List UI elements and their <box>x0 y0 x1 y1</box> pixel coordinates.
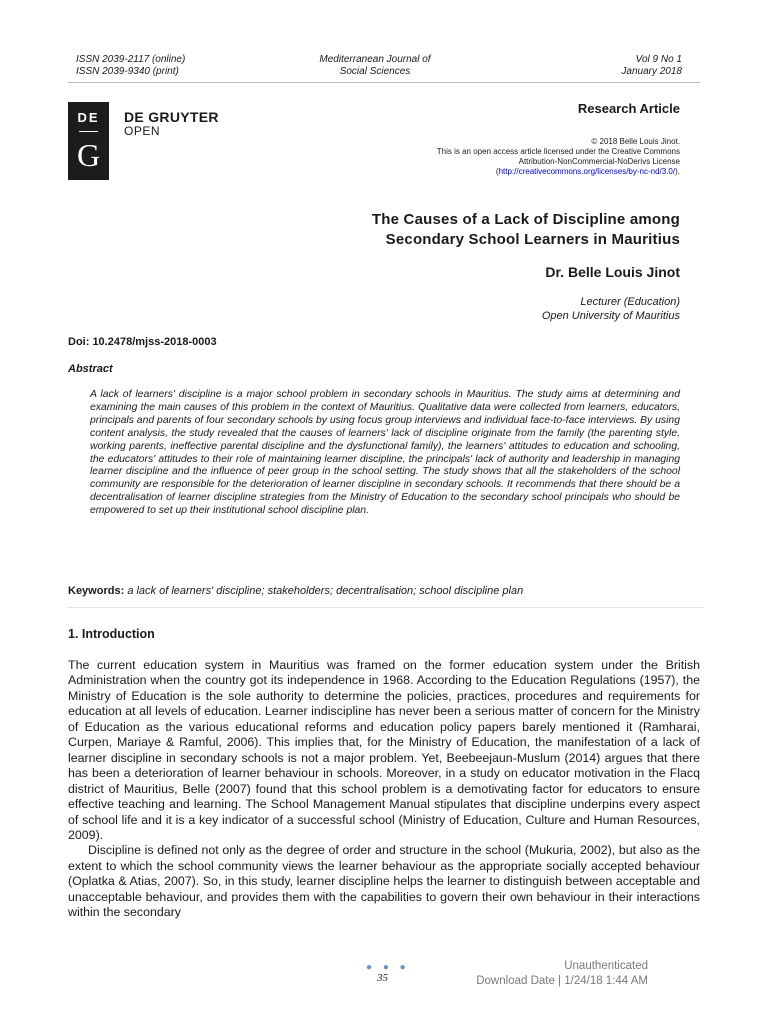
de-gruyter-logo-mark <box>68 102 109 180</box>
issn-print: ISSN 2039-9340 (print) <box>76 66 179 77</box>
running-header-volume <box>621 54 682 78</box>
title-line1: The Causes of a Lack of Discipline among <box>371 211 680 228</box>
paragraph-1: The current education system in Mauritius was framed on the former education system under the British Administration when the country got its independence in 1968. According to the Education Regulations (1957), the Ministry of Education is the sole authority to determine the policies, practices, procedures and requirements for education at all levels of education. Learner indiscipline has never been a serious matter of concern for the Ministry of Education as the various educational reforms and education policy papers barely mentioned it (Ramharai, Curpen, Mariaye & Ramful, 2006). This implies that, for the Ministry of Education, the manifestation of a lack of learner discipline in secondary schools is not a major problem. Yet, Beebeejaun-Muslum (2014) argues that there has been a deterioration of learner behaviour in schools. Moreover, in a study on educator motivation in the Flacq district of Mauritius, Belle (2007) found that this school problem is a demotivating factor for educators to ensure effective teaching and learning. The School Management Manual stipulates that discipline underpins every aspect of school life and it is a key indicator of a successful school (Ministry of Education, Culture and Human Resources, 2009). <box>68 658 700 842</box>
logo-mark-de: DE <box>77 110 100 125</box>
license-link[interactable]: http://creativecommons.org/licenses/by-nc-nd/3.0/ <box>498 167 676 176</box>
logo-mark-g: G <box>76 137 101 173</box>
title-line2: Secondary School Learners in Mauritius <box>385 231 680 248</box>
link-close-paren: ). <box>675 167 680 176</box>
article-type: Research Article <box>577 101 680 116</box>
journal-name-line1: Mediterranean Journal of <box>319 54 431 65</box>
logo-mark-bar <box>79 131 98 132</box>
issn-online: ISSN 2039-2117 (online) <box>76 54 186 65</box>
publisher-name: DE GRUYTER <box>124 109 219 125</box>
keywords-label: Keywords: <box>68 585 125 597</box>
unauthenticated-stamp: Unauthenticated <box>564 960 648 972</box>
issue-date: January 2018 <box>621 66 682 77</box>
abstract-heading: Abstract <box>68 363 113 375</box>
header-divider <box>68 82 700 83</box>
license-line2: Attribution-NonCommercial-NoDerivs License <box>518 157 680 166</box>
author-name: Dr. Belle Louis Jinot <box>545 264 680 280</box>
running-header-journal <box>255 54 495 78</box>
license-line1: This is an open access article licensed under the Creative Commons <box>436 147 680 156</box>
publisher-sub: OPEN <box>124 124 161 138</box>
download-date: Download Date | 1/24/18 1:44 AM <box>476 975 648 987</box>
keywords-divider <box>68 607 704 608</box>
link-open-paren: ( <box>495 167 499 176</box>
journal-name-line2: Social Sciences <box>339 66 411 77</box>
footer-dots: ● ● ● <box>366 962 410 973</box>
page-number: 35 <box>377 972 388 984</box>
affiliation-line2: Open University of Mauritius <box>541 310 680 322</box>
volume-number: Vol 9 No 1 <box>635 54 682 65</box>
body-text <box>68 658 700 921</box>
article-title <box>260 210 680 250</box>
keywords-list: a lack of learners' discipline; stakeholders; decentralisation; school discipline plan <box>127 585 524 597</box>
license-block <box>350 137 680 177</box>
license-link-line <box>350 167 680 177</box>
copyright-line: © 2018 Belle Louis Jinot. <box>591 137 680 146</box>
keywords <box>68 585 708 597</box>
doi: Doi: 10.2478/mjss-2018-0003 <box>68 336 217 348</box>
affiliation-line1: Lecturer (Education) <box>580 296 680 308</box>
section-heading-introduction: 1. Introduction <box>68 627 155 641</box>
author-affiliation <box>542 295 680 323</box>
running-header-issn <box>76 54 185 78</box>
abstract-text: A lack of learners' discipline is a major school problem in secondary schools in Mauritius. The study aims at determining and examining the main causes of this problem in the context of Mauritius. Qualitative data were collected from learners, educators, principals and parents of four secondary schools by using focus group interviews and individual face-to-face interviews. By using content analysis, the study revealed that the causes of learners' lack of discipline originate from the family (the parenting style, working parents, ineffective parental discipline and the dysfunctional family), the learners' attitudes to education and schooling, the educators' attitudes to their role of maintaining learner discipline, the principals' lack of authority and leadership in managing learner discipline and the influence of peer group in the school setting. The study shows that all the stakeholders of the school community are responsible for the deterioration of learner discipline in secondary schools. It recommends that there should be a decentralisation of learner discipline strategies from the Ministry of Education to the secondary school principals who should be empowered to set up their institutional school discipline plan. <box>90 389 680 517</box>
paragraph-2: Discipline is defined not only as the degree of order and structure in the school (Mukuria, 2002), but also as the extent to which the school community views the learner behaviour as the appropriate socially accepted behaviour (Oplatka & Atias, 2007). So, in this study, learner discipline helps the learner to distinguish between acceptable and unacceptable behaviour, and provides them with the capabilities to govern their own behaviour in their interactions within the secondary <box>68 843 700 920</box>
